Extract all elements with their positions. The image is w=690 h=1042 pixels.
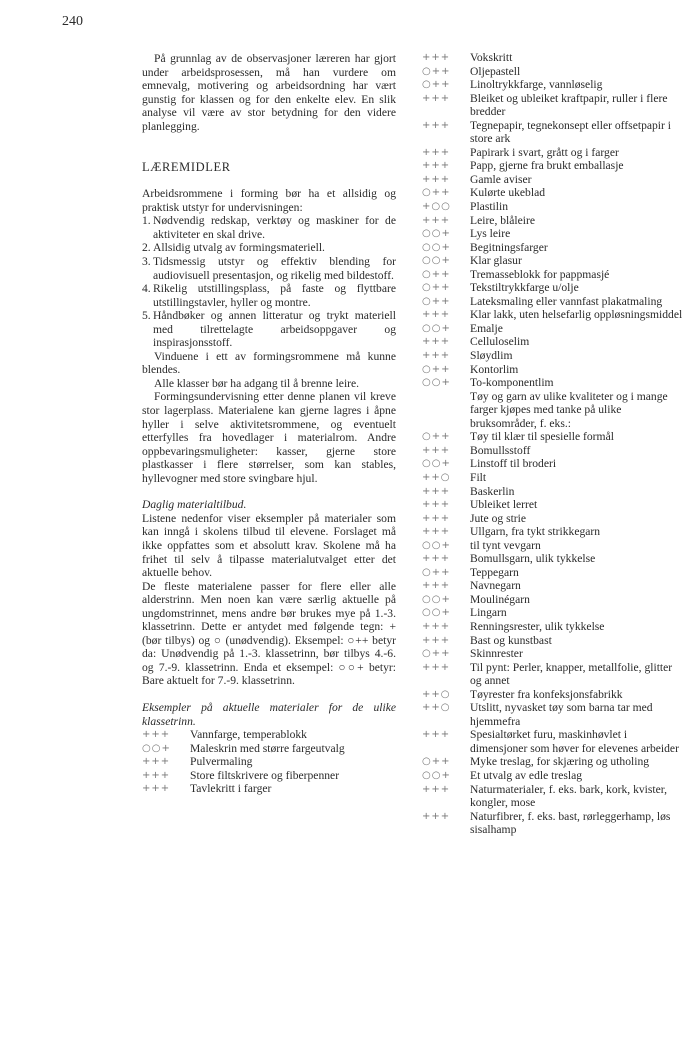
- material-text: Sløydlim: [470, 349, 513, 363]
- list-number: 1.: [142, 214, 151, 228]
- material-text: Emalje: [470, 321, 503, 335]
- level-code: +++: [422, 160, 451, 172]
- material-row: [422, 552, 684, 566]
- kiln-paragraph: Alle klasser bør ha adgang til å brenne leire.: [154, 376, 360, 390]
- material-row: [422, 268, 684, 282]
- material-row: [422, 159, 684, 173]
- list-item: [142, 241, 396, 255]
- level-code: ++○: [422, 688, 451, 700]
- list-number: 5.: [142, 309, 151, 323]
- material-text: Et utvalg av edle treslag: [470, 768, 583, 782]
- material-text: Renningsrester, ulik tykkelse: [470, 619, 605, 633]
- level-code: +++: [422, 512, 451, 524]
- section-heading: LÆREMIDLER: [142, 160, 231, 175]
- material-row: [422, 92, 684, 119]
- material-row: [422, 349, 684, 363]
- material-row: [422, 728, 684, 755]
- daily-heading: Daglig materialtilbud.: [142, 498, 247, 512]
- level-code: +++: [422, 146, 451, 158]
- level-code: ○○+: [422, 377, 451, 389]
- level-code: +++: [142, 783, 171, 795]
- level-code: +++: [422, 309, 451, 321]
- section-intro: Arbeidsrommene i forming bør ha et allsidig og praktisk utstyr for undervisningen:: [142, 187, 396, 214]
- level-code: +++: [142, 769, 171, 781]
- material-row: [422, 755, 684, 769]
- material-text: Myke treslag, for skjæring og utholing: [470, 755, 650, 769]
- list-text: Tidsmessig utstyr og effektiv blending for audiovisuell presentasjon, og rikelig med bildestoff.: [153, 255, 396, 282]
- level-code: +++: [422, 526, 451, 538]
- material-text: Begitningsfarger: [470, 240, 548, 254]
- level-code: ○++: [422, 431, 451, 443]
- example-row: [142, 782, 396, 796]
- materials-list: [422, 51, 684, 837]
- material-text: Plastilin: [470, 200, 509, 214]
- material-text: Teppegarn: [470, 565, 519, 579]
- level-code: +++: [422, 350, 451, 362]
- material-text: Filt: [470, 470, 487, 484]
- level-code: ++○: [422, 471, 451, 483]
- material-row: [422, 322, 684, 336]
- level-code: +++: [422, 634, 451, 646]
- materials-note: Tøy og garn av ulike kvaliteter og i mange farger kjøpes med tanke på ulike bruksområder, f. eks.:: [470, 389, 668, 430]
- level-code: ○++: [422, 756, 451, 768]
- level-code: +++: [422, 444, 451, 456]
- material-row: [422, 485, 684, 499]
- material-row: [422, 661, 684, 688]
- example-text: Pulvermaling: [190, 755, 253, 769]
- list-number: 2.: [142, 241, 151, 255]
- material-text: Navnegarn: [470, 579, 521, 593]
- material-row: [422, 51, 684, 65]
- example-row: [142, 755, 396, 769]
- examples-heading: Eksempler på aktuelle materialer for de ulike klassetrinn.: [142, 700, 396, 728]
- material-text: Lys leire: [470, 227, 511, 241]
- list-text: Rikelig utstillingsplass, på faste og flyttbare utstillingstavler, hyller og montre.: [153, 282, 396, 309]
- material-row: [422, 241, 684, 255]
- material-text: Baskerlin: [470, 484, 515, 498]
- material-row: [422, 254, 684, 268]
- material-row: [422, 525, 684, 539]
- level-code: ○++: [422, 79, 451, 91]
- material-text: Tekstiltrykkfarge u/olje: [470, 281, 579, 295]
- material-text: To-komponentlim: [470, 376, 554, 390]
- material-text: Celluloselim: [470, 335, 530, 349]
- level-code: ○++: [422, 282, 451, 294]
- list-text: Håndbøker og annen litteratur og trykt materiell med tilrettelagte arbeidsoppgaver og inspirasjonsstoff.: [153, 309, 396, 350]
- material-row: [422, 593, 684, 607]
- example-row: [142, 769, 396, 783]
- material-text: Ullgarn, fra tykt strikkegarn: [470, 525, 601, 539]
- list-item: [142, 309, 396, 350]
- material-text: Oljepastell: [470, 64, 521, 78]
- intro-paragraph: På grunnlag av de observasjoner læreren har gjort under arbeidsprosessen, må han vurdere om emnevalg, motivering og arbeidsordning har vært gunstig for klassen og for den enkelte elev. En slik analyse vil være av stor betydning for den videre planlegging.: [142, 52, 396, 133]
- level-code: +++: [422, 810, 451, 822]
- material-text: Papp, gjerne fra brukt emballasje: [470, 159, 624, 173]
- level-code: ++○: [422, 702, 451, 714]
- level-code: ○○+: [422, 255, 451, 267]
- level-code: ○○+: [422, 769, 451, 781]
- material-text: Ubleiket lerret: [470, 498, 538, 512]
- material-text: Linstoff til broderi: [470, 457, 557, 471]
- level-code: +++: [422, 620, 451, 632]
- material-row: [422, 200, 684, 214]
- list-number: 3.: [142, 255, 151, 269]
- material-text: Gamle aviser: [470, 172, 532, 186]
- daily-paragraph-2: De fleste materialene passer for flere eller alle alderstrinn. Men noen kan være særlig aktuelle på ungdomstrinnet, mens andre bør brukes mye på 1.-3. klassetrinn. Dette er antydet med følgende tegn: + (bør tilbys) og ○ (unødvendig). Eksempel: ○++ betyr da: Unødvendig på 1.-3. klassetrinn, bør tilbys 4.-6. og 7.-9. klassetrinn. Enda et eksempel: ○○+ betyr: Bare aktuelt for 7.-9. klassetrinn.: [142, 579, 396, 688]
- material-row: [422, 65, 684, 79]
- requirements-list: [142, 214, 396, 349]
- material-text: Jute og strie: [470, 511, 527, 525]
- material-text: Naturmaterialer, f. eks. bark, kork, kvister, kongler, mose: [470, 782, 668, 810]
- material-row: [422, 620, 684, 634]
- list-number: 4.: [142, 282, 151, 296]
- material-row: [422, 146, 684, 160]
- example-text: Vannfarge, temperablokk: [190, 728, 307, 742]
- material-row: [422, 363, 684, 377]
- material-text: Bast og kunstbast: [470, 633, 552, 647]
- material-row: [422, 430, 684, 444]
- level-code: ○○+: [422, 322, 451, 334]
- material-text: Utslitt, nyvasket tøy som barna tar med hjemmefra: [470, 701, 653, 728]
- level-code: +++: [422, 661, 451, 673]
- page-number: 240: [62, 14, 83, 29]
- material-row: [422, 376, 684, 390]
- example-row: [142, 728, 396, 742]
- level-code: ○○+: [142, 742, 171, 754]
- material-row: [422, 457, 684, 471]
- material-row: [422, 295, 684, 309]
- list-item: [142, 282, 396, 309]
- material-text: Bomullsstoff: [470, 443, 531, 457]
- material-row: [422, 214, 684, 228]
- material-text: Spesialtørket furu, maskinhøvlet i dimensjoner som høver for elevenes arbeider: [470, 728, 679, 755]
- material-row: [422, 634, 684, 648]
- level-code: +++: [422, 173, 451, 185]
- material-text: Tøy til klær til spesielle formål: [470, 430, 614, 444]
- level-code: +++: [422, 729, 451, 741]
- material-row: [422, 186, 684, 200]
- level-code: ○○+: [422, 241, 451, 253]
- level-code: +++: [422, 553, 451, 565]
- material-text: Moulinégarn: [470, 592, 530, 606]
- material-row: [422, 281, 684, 295]
- material-text: Lateksmaling eller vannfast plakatmaling: [470, 294, 663, 308]
- material-text: Naturfibrer, f. eks. bast, rørleggerhamp, løs sisalhamp: [470, 809, 671, 837]
- level-code: ○○+: [422, 458, 451, 470]
- material-text: Bomullsgarn, ulik tykkelse: [470, 552, 596, 566]
- level-code: +++: [142, 729, 171, 741]
- material-text: Tremasseblokk for pappmasjé: [470, 267, 610, 281]
- material-row: [422, 471, 684, 485]
- level-code: +++: [422, 92, 451, 104]
- material-text: Skinnrester: [470, 647, 523, 661]
- material-row: [422, 647, 684, 661]
- material-row: [422, 498, 684, 512]
- material-text: Vokskritt: [470, 51, 513, 64]
- material-row: [422, 444, 684, 458]
- daily-paragraph-1: Listene nedenfor viser eksempler på materialer som kan inngå i skolens tilbud til elevene. Forslaget må ikke oppfattes som et absolutt krav. Skolene må ha frihet til selv å tilpasse materialutvalget etter det aktuelle behov.: [142, 511, 396, 580]
- material-row: [422, 119, 684, 146]
- level-code: +○○: [422, 201, 451, 213]
- material-text: Klar glasur: [470, 254, 522, 268]
- windows-paragraph: Vinduene i ett av formingsrommene må kunne blendes.: [142, 349, 396, 377]
- material-text: Kontorlim: [470, 362, 519, 376]
- material-row: [422, 769, 684, 783]
- level-code: +++: [422, 336, 451, 348]
- level-code: +++: [422, 52, 451, 63]
- material-text: Kulørte ukeblad: [470, 186, 546, 200]
- material-row: [422, 566, 684, 580]
- level-code: ○++: [422, 363, 451, 375]
- material-row: [422, 783, 684, 810]
- material-text: Linoltrykkfarge, vannløselig: [470, 78, 603, 92]
- level-code: ○++: [422, 648, 451, 660]
- level-code: ○++: [422, 295, 451, 307]
- material-text: Klar lakk, uten helsefarlig oppløsningsmiddel: [470, 308, 683, 322]
- list-item: [142, 255, 396, 282]
- example-text: Maleskrin med større fargeutvalg: [190, 741, 345, 755]
- material-text: Leire, blåleire: [470, 213, 536, 227]
- left-column: [142, 52, 396, 796]
- level-code: +++: [422, 214, 451, 226]
- level-code: ○○+: [422, 593, 451, 605]
- material-row: [422, 810, 684, 837]
- level-code: +++: [142, 756, 171, 768]
- list-item: [142, 214, 396, 241]
- level-code: +++: [422, 783, 451, 795]
- material-row: [422, 227, 684, 241]
- level-code: ○++: [422, 187, 451, 199]
- material-row: [422, 173, 684, 187]
- level-code: ○○+: [422, 607, 451, 619]
- level-code: ○++: [422, 268, 451, 280]
- material-row: [422, 579, 684, 593]
- material-text: Papirark i svart, grått og i farger: [470, 145, 619, 159]
- level-code: +++: [422, 580, 451, 592]
- storage-paragraph: Formingsundervisning etter denne planen vil kreve stor lagerplass. Materialene kan gjerne lagres i åpne hyller i selve aktivitetsrommene, og eventuelt etterfylles fra hovedlager i materialrom. Andre oppbevaringsmuligheter: kasser, gjerne store plastkasser i flere størrelser, som kan stables, hyllevogner med store svingbare hjul.: [142, 390, 396, 485]
- level-code: ○○+: [422, 539, 451, 551]
- material-row: [422, 308, 684, 322]
- material-text: Bleiket og ubleiket kraftpapir, ruller i flere bredder: [470, 91, 668, 119]
- material-text: til tynt vevgarn: [470, 538, 541, 552]
- level-code: ○++: [422, 566, 451, 578]
- example-text: Tavlekritt i farger: [190, 782, 272, 796]
- material-row: [422, 688, 684, 702]
- level-code: +++: [422, 499, 451, 511]
- level-code: ○○+: [422, 228, 451, 240]
- examples-list: [142, 728, 396, 796]
- level-code: ○++: [422, 65, 451, 77]
- material-row: [422, 701, 684, 728]
- list-text: Allsidig utvalg av formingsmateriell.: [153, 241, 325, 255]
- material-text: Tegnepapir, tegnekonsept eller offsetpapir i store ark: [470, 118, 672, 146]
- level-code: +++: [422, 485, 451, 497]
- example-text: Store filtskrivere og fiberpenner: [190, 768, 340, 782]
- material-row: [422, 512, 684, 526]
- material-text: Lingarn: [470, 606, 507, 620]
- list-text: Nødvendig redskap, verktøy og maskiner for de aktiviteter en skal drive.: [153, 214, 396, 241]
- material-row: [422, 539, 684, 553]
- material-row: [422, 335, 684, 349]
- level-code: +++: [422, 119, 451, 131]
- material-row: [422, 78, 684, 92]
- material-text: Tøyrester fra konfeksjonsfabrikk: [470, 687, 623, 701]
- example-row: [142, 742, 396, 756]
- material-text: Til pynt: Perler, knapper, metallfolie, glitter og annet: [470, 660, 673, 688]
- material-row: [422, 606, 684, 620]
